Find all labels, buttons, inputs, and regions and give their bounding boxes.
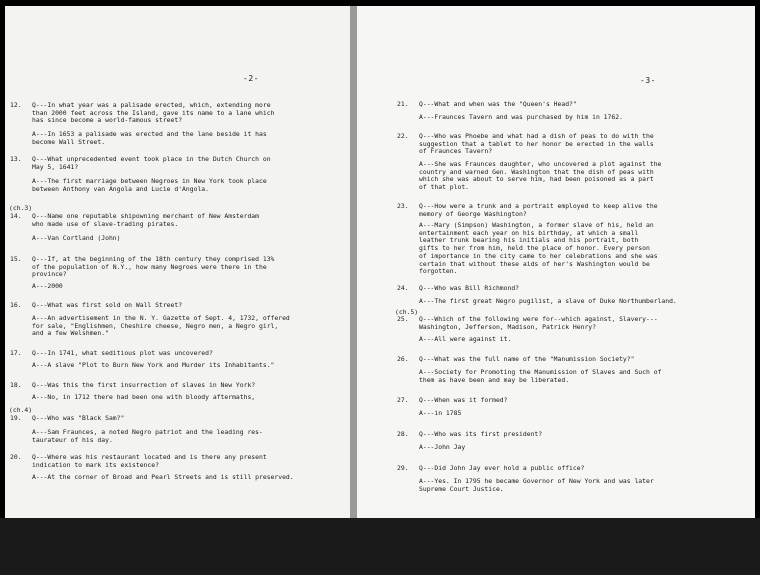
answer-text: A---No, in 1712 there had been one with bloody aftermaths, [32,393,256,401]
question-text: Q---Who was Bill Richmond? [419,284,520,292]
question-number: 19. [10,414,22,422]
scan-border [0,518,760,575]
page-number: -3- [640,76,656,85]
question-text: Q---If, at the beginning of the 18th century they comprised 13% of the population of N.Y., how many Negroes were there in the province? [32,255,275,279]
question-number: 22. [397,132,409,140]
question-text: Q---How were a trunk and a portrait employed to keep alive the memory of George Washington? [419,202,658,218]
answer-text: A---Van Cortland (John) [32,234,121,242]
question-number: 13. [10,155,22,163]
chapter-note: (ch.4) [9,406,33,414]
question-text: Q---When was it formed? [419,396,508,404]
question-number: 17. [10,349,22,357]
question-number: 29. [397,464,409,472]
question-number: 16. [10,301,22,309]
question-number: 18. [10,381,22,389]
question-text: Q---What was first sold on Wall Street? [32,301,183,309]
question-number: 26. [397,355,409,363]
question-number: 21. [397,100,409,108]
answer-text: A---In 1653 a palisade was erected and the lane beside it has become Wall Street. [32,130,267,146]
question-text: Q---In 1741, what seditious plot was uncovered? [32,349,213,357]
right-page [357,6,755,518]
question-text: Q---What unprecedented event took place in the Dutch Church on May 5, 1641? [32,155,271,171]
answer-text: A---An advertisement in the N. Y. Gazette of Sept. 4, 1732, offered for sale, "Englishmen, Cheshire cheese, Negro men, a Negro girl, and a few Welshmen." [32,314,290,338]
page-number: -2- [243,74,259,83]
answer-text: A---The first great Negro pugilist, a slave of Duke Northumberland. [419,297,677,305]
answer-text: A---All were against it. [419,335,512,343]
question-text: Q---What and when was the "Queen's Head?" [419,100,577,108]
answer-text: A---2000 [32,282,63,290]
question-text: Q---Name one reputable shipowning merchant of New Amsterdam who made use of slave-trading pirates. [32,212,260,228]
answer-text: A---in 1785 [419,409,462,417]
question-text: Q---Who was its first president? [419,430,543,438]
answer-text: A---Mary (Simpson) Washington, a former slave of his, held an entertainment each year on his birthday, at which a small leather trunk bearing his initials and his portrait, both gifts to her from him, held the place of honor. Every person of importance in the city came to her celebrations and she was certain that without these aids of her's Washington would be forgotten. [419,221,658,276]
answer-text: A---The first marriage between Negroes in New York took place between Anthony van Angola and Lucie d'Angola. [32,177,267,193]
question-number: 20. [10,453,22,461]
answer-text: A---Fraunces Tavern and was purchased by him in 1762. [419,113,623,121]
question-text: Q---Who was "Black Sam?" [32,414,125,422]
answer-text: A---Sam Fraunces, a noted Negro patriot and the leading res- taurateur of his day. [32,428,263,444]
answer-text: A---Society for Promoting the Manumission of Slaves and Such of them as have been and may be liberated. [419,368,662,384]
page-gutter [350,6,357,518]
question-text: Q---What was the full name of the "Manumission Society?" [419,355,635,363]
question-text: Q---Who was Phoebe and what had a dish of peas to do with the suggestion that a tablet to her honor be erected in the walls of Fraunces Tavern? [419,132,654,156]
question-text: Q---Where was his restaurant located and is there any present indication to mark its existence? [32,453,267,469]
answer-text: A---She was Fraunces daughter, who uncovered a plot against the country and warned Gen. Washington that the dish of peas with which she was about to serve him, had been poisoned as a part of that plot. [419,160,662,192]
answer-text: A---A slave "Plot to Burn New York and Murder its Inhabitants." [32,361,275,369]
question-number: 28. [397,430,409,438]
question-number: 23. [397,202,409,210]
question-text: Q---Which of the following were for--which against, Slavery--- Washington, Jefferson, Madison, Patrick Henry? [419,315,658,331]
question-text: Q---Was this the first insurrection of slaves in New York? [32,381,256,389]
question-text: Q---In what year was a palisade erected, which, extending more than 2000 feet across the Island, gave its name to a lane which has since become a world-famous street? [32,101,275,125]
left-page [5,6,350,518]
question-number: 14. [10,212,22,220]
question-number: 15. [10,255,22,263]
question-number: 24. [397,284,409,292]
question-number: 25. [397,315,409,323]
question-text: Q---Did John Jay ever hold a public office? [419,464,585,472]
question-number: 12. [10,101,22,109]
chapter-note: (ch.5) [395,308,419,316]
answer-text: A---At the corner of Broad and Pearl Streets and is still preserved. [32,473,294,481]
question-number: 27. [397,396,409,404]
chapter-note: (ch.3) [9,204,33,212]
answer-text: A---Yes. In 1795 he became Governor of New York and was later Supreme Court Justice. [419,477,654,493]
answer-text: A---John Jay [419,443,466,451]
